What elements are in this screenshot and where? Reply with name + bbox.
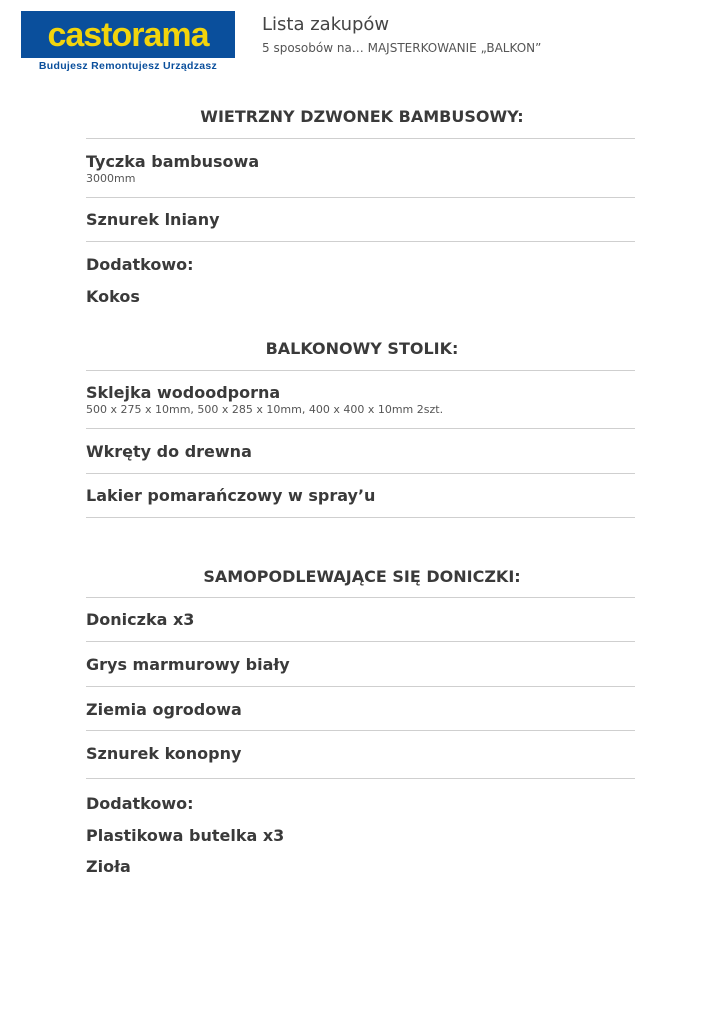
extra-label: Dodatkowo:: [86, 255, 194, 274]
list-item: Zioła: [86, 857, 131, 876]
list-item: Doniczka x3: [86, 610, 195, 629]
section-title-balcony-table: BALKONOWY STOLIK:: [265, 339, 459, 358]
divider: [86, 197, 635, 198]
list-item: Sznurek lniany: [86, 210, 220, 229]
item-note: 500 x 275 x 10mm, 500 x 285 x 10mm, 400 x 400 x 10mm 2szt.: [86, 403, 444, 416]
extra-label: Dodatkowo:: [86, 794, 194, 813]
list-item: Lakier pomarańczowy w spray’u: [86, 486, 376, 505]
logo-tagline: Budujesz Remontujesz Urządzasz: [21, 58, 235, 73]
list-item: Plastikowa butelka x3: [86, 826, 285, 845]
divider: [86, 778, 635, 779]
list-item: Sklejka wodoodporna: [86, 383, 281, 402]
section-title-wind-chime: WIETRZNY DZWONEK BAMBUSOWY:: [200, 107, 524, 126]
divider: [86, 686, 635, 687]
divider: [86, 241, 635, 242]
logo-wordmark: castorama: [47, 16, 209, 54]
list-item: Grys marmurowy biały: [86, 655, 290, 674]
divider: [86, 370, 635, 371]
page-title: Lista zakupów: [262, 14, 390, 35]
divider: [86, 641, 635, 642]
divider: [86, 730, 635, 731]
list-item: Wkręty do drewna: [86, 442, 252, 461]
list-item: Kokos: [86, 287, 140, 306]
list-item: Tyczka bambusowa: [86, 152, 260, 171]
page-subtitle: 5 sposobów na… MAJSTERKOWANIE „BALKON”: [262, 41, 542, 55]
section-title-self-watering-pots: SAMOPODLEWAJĄCE SIĘ DONICZKI:: [203, 567, 521, 586]
divider: [86, 597, 635, 598]
list-item: Ziemia ogrodowa: [86, 700, 242, 719]
divider: [86, 138, 635, 139]
divider: [86, 428, 635, 429]
divider: [86, 473, 635, 474]
list-item: Sznurek konopny: [86, 744, 242, 763]
castorama-logo: [21, 11, 235, 73]
item-note: 3000mm: [86, 172, 136, 185]
divider: [86, 517, 635, 518]
